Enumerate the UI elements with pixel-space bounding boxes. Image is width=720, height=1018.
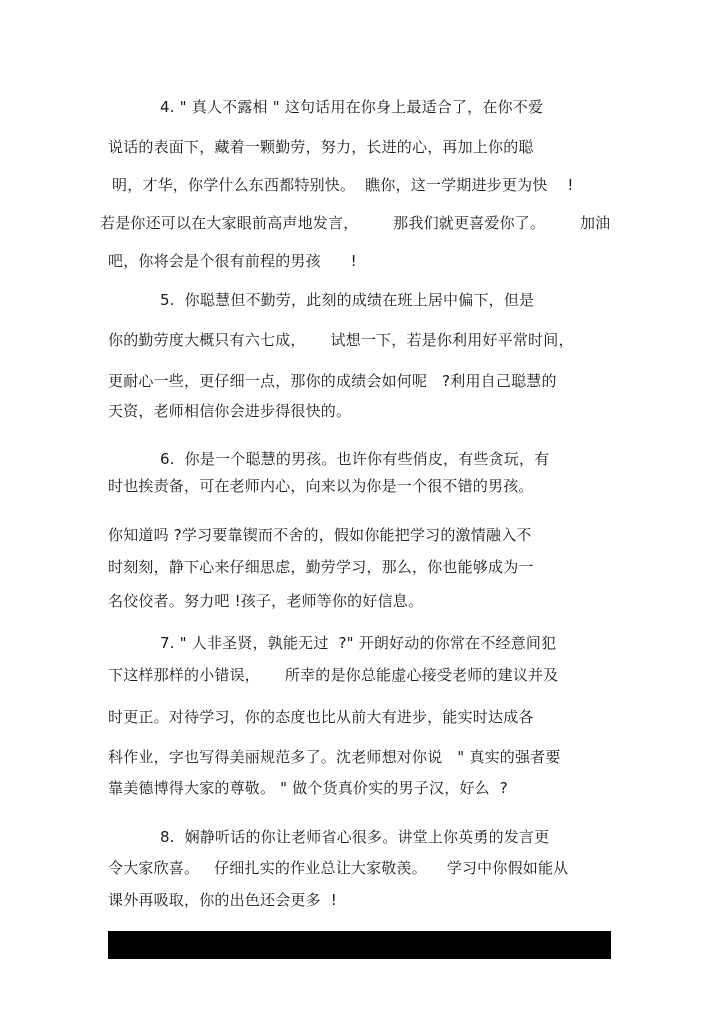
paragraph-line: 令大家欣喜。 仔细扎实的作业总让大家敬羡。 学习中你假如能从 bbox=[108, 859, 569, 877]
paragraph-line: 说话的表面下，藏着一颗勤劳，努力，长进的心，再加上你的聪 bbox=[108, 138, 534, 156]
paragraph-line: 7. " 人非圣贤，孰能无过 ?" 开朗好动的你常在不经意间犯 bbox=[160, 634, 557, 652]
paragraph-line: 课外再吸取，你的出色还会更多 ! bbox=[108, 891, 337, 909]
paragraph-line: 5. 你聪慧但不勤劳，此刻的成绩在班上居中偏下，但是 bbox=[160, 291, 535, 309]
paragraph-line: 时刻刻，静下心来仔细思虑，勤劳学习，那么，你也能够成为一 bbox=[108, 558, 534, 576]
paragraph-line: 你知道吗 ?学习要靠锲而不舍的，假如你能把学习的激情融入不 bbox=[108, 526, 532, 544]
paragraph-line: 若是你还可以在大家眼前高声地发言， 那我们就更喜爱你了。 加油 bbox=[100, 214, 611, 232]
redaction-bar bbox=[108, 931, 611, 959]
paragraph-line: 时更正。对待学习，你的态度也比从前大有进步，能实时达成各 bbox=[108, 708, 534, 726]
paragraph-line: 更耐心一些，更仔细一点，那你的成绩会如何呢 ?利用自己聪慧的 bbox=[108, 372, 557, 390]
paragraph-line: 时也挨责备，可在老师内心，向来以为你是一个很不错的男孩。 bbox=[108, 477, 534, 495]
paragraph-line: 天资，老师相信你会进步得很快的。 bbox=[108, 402, 352, 420]
paragraph-line: 你的勤劳度大概只有六七成， 试想一下，若是你利用好平常时间， bbox=[108, 331, 574, 349]
paragraph-line: 吧，你将会是个很有前程的男孩 ! bbox=[108, 252, 357, 270]
paragraph-line: 明，才华，你学什么东西都特别快。 瞧你，这一学期进步更为快 ! bbox=[112, 176, 574, 194]
paragraph-line: 科作业，字也写得美丽规范多了。沈老师想对你说 " 真实的强者要 bbox=[108, 748, 561, 766]
paragraph-line: 名佼佼者。努力吧 !孩子，老师等你的好信息。 bbox=[108, 592, 424, 610]
paragraph-line: 8. 娴静听话的你让老师省心很多。讲堂上你英勇的发言更 bbox=[160, 828, 550, 846]
paragraph-line: 靠美德博得大家的尊敬。 " 做个货真价实的男子汉，好么 ? bbox=[108, 779, 508, 797]
paragraph-line: 4. " 真人不露相 " 这句话用在你身上最适合了，在你不爱 bbox=[160, 98, 544, 116]
paragraph-line: 6. 你是一个聪慧的男孩。也许你有些俏皮，有些贪玩，有 bbox=[160, 450, 550, 468]
paragraph-line: 下这样那样的小错误， 所幸的是你总能虚心接受老师的建议并及 bbox=[108, 666, 559, 684]
